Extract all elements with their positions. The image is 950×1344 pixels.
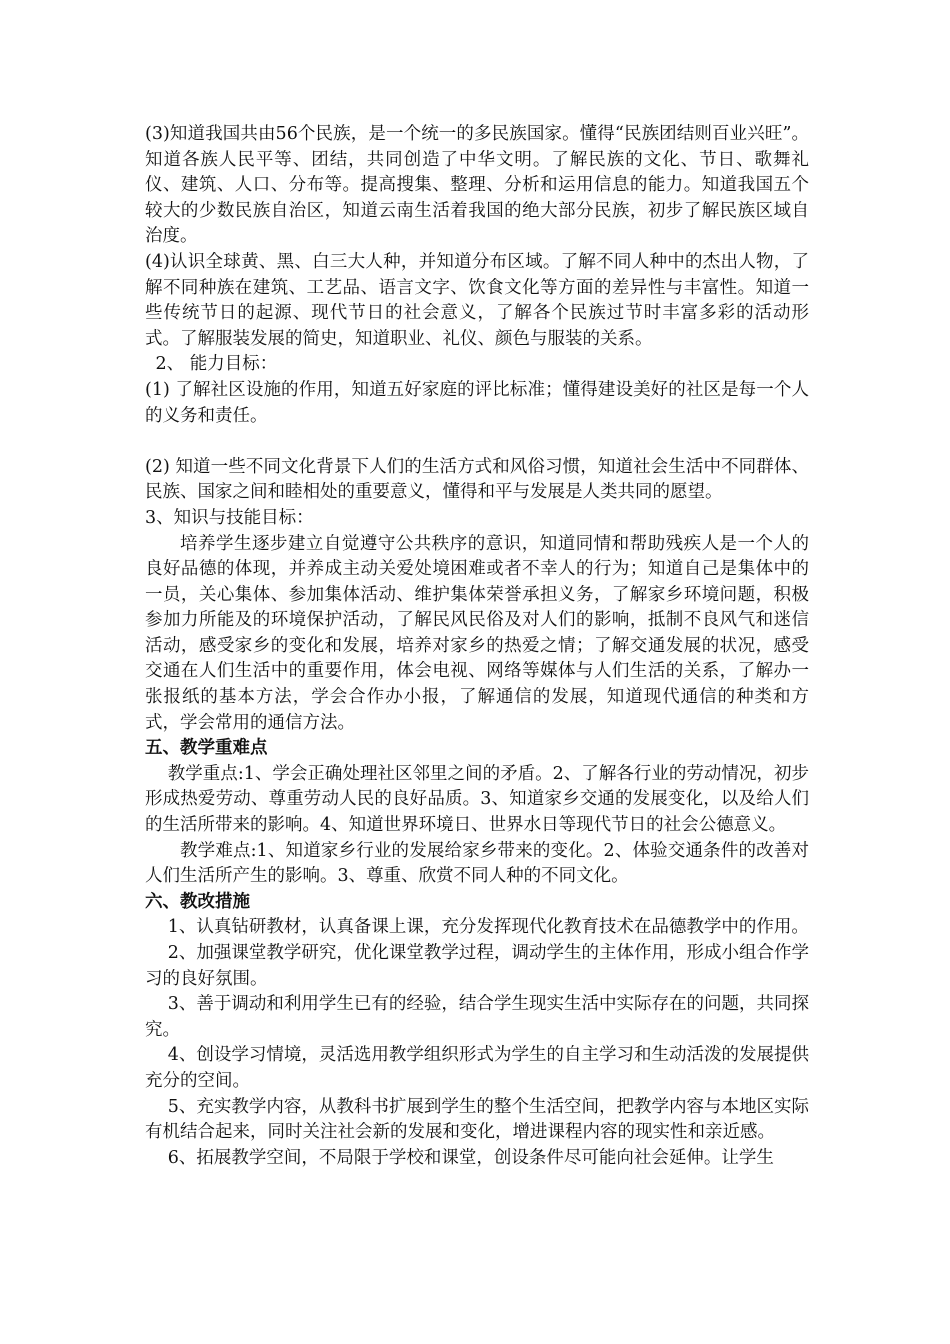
section-six-heading: 六、教改措施 — [145, 891, 250, 912]
goal-paragraph-4: (4)认识全球黄、黑、白三大人种，并知道分布区域。了解不同人种中的杰出人物，了解不同种族在建筑、工艺品、语言文字、饮食文化等方面的差异性与丰富性。知道一些传统节日的起源、现代节日的社会意义，了解各个民族过节时丰富多彩的活动形式。了解服装发展的简史，知道职业、礼仪、颜色与服装的关系。 — [145, 251, 809, 349]
section-five-heading: 五、教学重难点 — [145, 738, 268, 759]
ability-goal-2: (2) 知道一些不同文化背景下人们的生活方式和风俗习惯，知道社会生活中不同群体、民族、国家之间和睦相处的重要意义，懂得和平与发展是人类共同的愿望。 — [145, 456, 809, 503]
knowledge-goals-title: 3、知识与技能目标： — [145, 507, 314, 528]
blank-line — [145, 429, 809, 455]
reform-measure-4: 4、创设学习情境，灵活选用教学组织形式为学生的自主学习和生动活泼的发展提供充分的空间。 — [145, 1045, 809, 1091]
reform-measure-5: 5、充实教学内容，从教科书扩展到学生的整个生活空间，把教学内容与本地区实际有机结合起来，同时关注社会新的发展和变化，增进课程内容的现实性和亲近感。 — [145, 1096, 809, 1143]
ability-goal-1: (1) 了解社区设施的作用，知道五好家庭的评比标准；懂得建设美好的社区是每一个人的义务和责任。 — [145, 379, 809, 426]
reform-measure-6: 6、拓展教学空间，不局限于学校和课堂，创设条件尽可能向社会延伸。让学生 — [167, 1147, 774, 1168]
goal-paragraph-3: (3)知道我国共由56个民族，是一个统一的多民族国家。懂得“民族团结则百业兴旺”。知道各族人民平等、团结，共同创造了中华文明。了解民族的文化、节日、歌舞礼仪、建筑、人口、分布等。提高搜集、整理、分析和运用信息的能力。知道我国五个较大的少数民族自治区，知道云南生活着我国的绝大部分民族，初步了解民族区域自治度。 — [145, 124, 809, 247]
knowledge-goals-body: 培养学生逐步建立自觉遵守公共秩序的意识，知道同情和帮助残疾人是一个人的良好品德的体现，并养成主动关爱处境困难或者不幸人的行为；知道自己是集体中的一员，关心集体、参加集体活动、维护集体荣誉承担义务，了解家乡环境问题，积极参加力所能及的环境保护活动，了解民风民俗及对人们的影响，抵制不良风气和迷信活动，感受家乡的变化和发展，培养对家乡的热爱之情；了解交通发展的状况，感受交通在人们生活中的重要作用，体会电视、网络等媒体与人们生活的关系，了解办一张报纸的基本方法，学会合作办小报，了解通信的发展，知道现代通信的种类和方式，学会常用的通信方法。 — [145, 533, 809, 733]
ability-goals-title: 2、 能力目标： — [155, 354, 278, 375]
reform-measure-2: 2、加强课堂教学研究，优化课堂教学过程，调动学生的主体作用，形成小组合作学习的良好氛围。 — [145, 943, 809, 989]
teaching-key-points: 教学重点:1、学会正确处理社区邻里之间的矛盾。2、了解各行业的劳动情况，初步形成热爱劳动、尊重劳动人民的良好品质。3、知道家乡交通的发展变化，以及给人们的生活所带来的影响。4、知道世界环境日、世界水日等现代节日的社会公德意义。 — [145, 763, 809, 836]
reform-measure-3: 3、善于调动和利用学生已有的经验，结合学生现实生活中实际存在的问题，共同探究。 — [145, 994, 809, 1040]
document-body — [145, 122, 809, 1171]
reform-measure-1: 1、认真钻研教材，认真备课上课，充分发挥现代化教育技术在品德教学中的作用。 — [167, 917, 809, 938]
teaching-difficult-points: 教学难点:1、知道家乡行业的发展给家乡带来的变化。2、体验交通条件的改善对人们生活所产生的影响。3、尊重、欣赏不同人种的不同文化。 — [145, 840, 809, 887]
